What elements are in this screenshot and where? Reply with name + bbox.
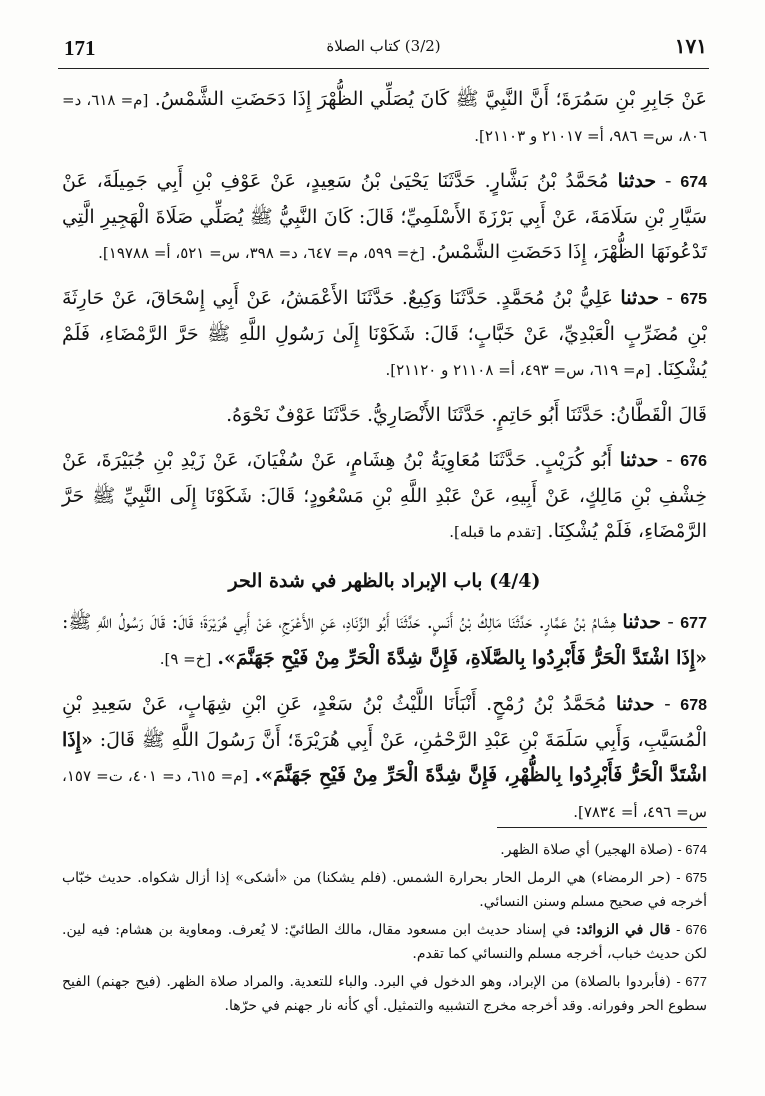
- hadith-676: 676 - حدثنا أَبُو كُرَيْبٍ. حَدَّثَنَا مُعَاوِيَةُ بْنُ هِشَامٍ، عَنْ سُفْيَانَ، عَنْ زَيْدِ بْنِ جُبَيْرَةَ، عَنْ خِشْفِ بْنِ مَالِكٍ، عَنْ أَبِيهِ، عَنْ عَبْدِ اللَّهِ بْنِ مَسْعُودٍ؛ قَالَ: شَكَوْنَا إِلَى النَّبِيِّ ﷺ حَرَّ الرَّمْضَاءِ، فَلَمْ يُشْكِنَا. [تقدم ما قبله].: [62, 449, 707, 542]
- hadith-number: 674: [680, 174, 708, 191]
- footnote-number: 677 -: [676, 974, 707, 989]
- hadith-matn: «إِذَا اشْتَدَّ الْحَرُّ فَأَبْرِدُوا بِالصَّلَاةِ، فَإِنَّ شِدَّةَ الْحَرِّ مِنْ فَيْحِ جَهَنَّمَ».: [217, 647, 707, 669]
- page-number-arabic: ١٧١: [674, 34, 707, 58]
- page-header: [58, 34, 709, 64]
- hadith-673-continuation: [62, 82, 707, 154]
- footnote-number: 675 -: [676, 870, 708, 885]
- qattan-note: [62, 398, 707, 433]
- running-title: (3/2) كتاب الصلاة: [326, 37, 441, 55]
- hadith-keyword: حدثنا: [620, 287, 659, 309]
- footnote-number: 676 -: [676, 922, 708, 937]
- hadith-reference: [م= ٦١٥، د= ٤٠١، ت= ١٥٧، س= ٤٩٦، أ= ٧٨٣٤].: [62, 767, 707, 821]
- hadith-675: 675 - حدثنا عَلِيُّ بْنُ مُحَمَّدٍ. حَدَّثَنَا وَكِيعٌ. حَدَّثَنَا الأَعْمَشُ، عَنْ أَبِي إِسْحَاقَ، عَنْ حَارِثَةَ بْنِ مُضَرِّبٍ الْعَبْدِيِّ، عَنْ خَبَّابٍ؛ قَالَ: شَكَوْنَا إِلَىٰ رَسُولِ اللَّهِ ﷺ حَرَّ الرَّمْضَاءِ، فَلَمْ يُشْكِنَا. [م= ٦١٩، س= ٤٩٣، أ= ٢١١٠٨ و ٢١١٢٠].: [62, 287, 708, 380]
- hadith-reference: [تقدم ما قبله].: [449, 523, 542, 541]
- hadith-keyword: حدثنا: [616, 693, 655, 715]
- page-number-latin: 171: [64, 36, 96, 60]
- hadith-reference: [م= ٦١٩، س= ٤٩٣، أ= ٢١١٠٨ و ٢١١٢٠].: [385, 361, 651, 379]
- hadith-678: 678 - حدثنا مُحَمَّدُ بْنُ رُمْحٍ. أَنْبَأَنَا اللَّيْثُ بْنُ سَعْدٍ، عَنِ ابْنِ شِهَابٍ، عَنْ سَعِيدِ بْنِ الْمُسَيَّبِ، وَأَبِي سَلَمَةَ بْنِ عَبْدِ الرَّحْمَٰنِ، عَنْ أَبِي هُرَيْرَةَ؛ أَنَّ رَسُولَ اللَّهِ ﷺ قَالَ: «إِذَا اشْتَدَّ الْحَرُّ فَأَبْرِدُوا بِالظُّهْرِ، فَإِنَّ شِدَّةَ الْحَرِّ مِنْ فَيْحِ جَهَنَّمَ». [م= ٦١٥، د= ٤٠١، ت= ١٥٧، س= ٤٩٦، أ= ٧٨٣٤].: [62, 693, 707, 821]
- hadith-number: 675: [680, 291, 708, 308]
- hadith-keyword: حدثنا: [617, 170, 657, 192]
- hadith-text: أَبُو كُرَيْبٍ. حَدَّثَنَا مُعَاوِيَةُ بْنُ هِشَامٍ، عَنْ سُفْيَانَ، عَنْ زَيْدِ بْنِ جُبَيْرَةَ، عَنْ خِشْفِ بْنِ مَالِكٍ، عَنْ أَبِيهِ، عَنْ عَبْدِ اللَّهِ بْنِ مَسْعُودٍ؛ قَالَ: شَكَوْنَا إِلَى النَّبِيِّ ﷺ حَرَّ الرَّمْضَاءِ، فَلَمْ يُشْكِنَا.: [62, 449, 707, 542]
- header-rule: [58, 68, 709, 69]
- hadith-text: مُحَمَّدُ بْنُ بَشَّارٍ. حَدَّثَنَا يَحْيَىٰ بْنُ سَعِيدٍ، عَنْ عَوْفِ بْنِ أَبِي جَمِيلَةَ، عَنْ سَيَّارِ بْنِ سَلَامَةَ، عَنْ أَبِي بَرْزَةَ الأَسْلَمِيِّ؛ قَالَ: كَانَ النَّبِيُّ ﷺ يُصَلِّي صَلَاةَ الْهَجِيرِ الَّتِي تَدْعُونَهَا الظُّهْرَ، إِذَا دَحَضَتِ الشَّمْسُ.: [62, 170, 707, 263]
- footnote-number: 674 -: [677, 842, 707, 857]
- footnote-text: (حر الرمضاء) هي الرمل الحار بحرارة الشمس. (فلم يشكنا) من «أشكى» إذا أزال شكواه. حديث خبّاب أخرجه في صحيح مسلم وسنن النسائي.: [62, 870, 707, 910]
- hadith-keyword: حدثنا: [622, 611, 661, 633]
- hadith-text: مُحَمَّدُ بْنُ رُمْحٍ. أَنْبَأَنَا اللَّيْثُ بْنُ سَعْدٍ، عَنِ ابْنِ شِهَابٍ، عَنْ سَعِيدِ بْنِ الْمُسَيَّبِ، وَأَبِي سَلَمَةَ بْنِ عَبْدِ الرَّحْمَٰنِ، عَنْ أَبِي هُرَيْرَةَ؛ أَنَّ رَسُولَ اللَّهِ ﷺ قَالَ:: [62, 693, 707, 751]
- footnote-677: [62, 970, 707, 1018]
- qattan-text: قَالَ الْقَطَّانُ: حَدَّثَنَا أَبُو حَاتِمٍ. حَدَّثَنَا الأَنْصَارِيُّ. حَدَّثَنَا عَوْفٌ نَحْوَهُ.: [226, 404, 707, 426]
- hadith-text: هِشَامُ بْنُ عَمَّارٍ. حَدَّثَنَا مَالِكُ بْنُ أَنَسٍ. حَدَّثَنَا أَبُو الزِّنَادِ، عَنِ الأَعْرَجِ، عَنْ أَبِي هُرَيْرَةَ؛ قَالَ: قَالَ رَسُولُ اللَّهِ ﷺ:: [62, 611, 616, 633]
- footnote-keyword: قال في الزوائد:: [575, 922, 671, 938]
- footnote-text: (فأبردوا بالصلاة) من الإبراد، وهو الدخول في البرد. والباء للتعدية. والمراد صلاة الظهر. (فيح جهنم) الفيح سطوع الحر وفورانه. وقد أخرجه مخرج التشبيه والتمثيل. أي كأنه نار جهنم في حرّها.: [62, 974, 707, 1014]
- hadith-677: 677 - حدثنا هِشَامُ بْنُ عَمَّارٍ. حَدَّثَنَا مَالِكُ بْنُ أَنَسٍ. حَدَّثَنَا أَبُو الزِّنَادِ، عَنِ الأَعْرَجِ، عَنْ أَبِي هُرَيْرَةَ؛ قَالَ: قَالَ رَسُولُ اللَّهِ ﷺ: «إِذَا اشْتَدَّ الْحَرُّ فَأَبْرِدُوا بِالصَّلَاةِ، فَإِنَّ شِدَّةَ الْحَرِّ مِنْ فَيْحِ جَهَنَّمَ». [خ= ٩].: [62, 611, 707, 669]
- hadith-674: 674 - حدثنا مُحَمَّدُ بْنُ بَشَّارٍ. حَدَّثَنَا يَحْيَىٰ بْنُ سَعِيدٍ، عَنْ عَوْفِ بْنِ أَبِي جَمِيلَةَ، عَنْ سَيَّارِ بْنِ سَلَامَةَ، عَنْ أَبِي بَرْزَةَ الأَسْلَمِيِّ؛ قَالَ: كَانَ النَّبِيُّ ﷺ يُصَلِّي صَلَاةَ الْهَجِيرِ الَّتِي تَدْعُونَهَا الظُّهْرَ، إِذَا دَحَضَتِ الشَّمْسُ. [خ= ٥٩٩، م= ٦٤٧، د= ٣٩٨، س= ٥٢١، أ= ١٩٧٨٨].: [62, 170, 708, 263]
- main-text: [62, 82, 707, 840]
- footnotes: [62, 838, 707, 1022]
- hadith-number: 676: [680, 453, 707, 470]
- hadith-matn: «إِذَا اشْتَدَّ الْحَرُّ فَأَبْرِدُوا بِالظُّهْرِ، فَإِنَّ شِدَّةَ الْحَرِّ مِنْ فَيْحِ جَهَنَّمَ».: [62, 729, 707, 786]
- hadith-reference: [م= ٦١٨، د= ٨٠٦، س= ٩٨٦، أ= ٢١٠١٧ و ٢١١٠٣].: [62, 91, 707, 145]
- hadith-reference: [خ= ٥٩٩، م= ٦٤٧، د= ٣٩٨، س= ٥٢١، أ= ١٩٧٨٨].: [98, 244, 425, 262]
- footnote-674: [62, 838, 707, 862]
- hadith-number: 677: [680, 615, 707, 632]
- hadith-number: 678: [680, 697, 707, 714]
- chapter-heading: (4/4) باب الإبراد بالظهر في شدة الحر: [228, 570, 541, 592]
- footnote-675: [62, 866, 707, 914]
- footnote-text: (صلاة الهجير) أي صلاة الظهر.: [500, 842, 673, 858]
- hadith-text: عَنْ جَابِرِ بْنِ سَمُرَةَ؛ أَنَّ النَّبِيَّ ﷺ كَانَ يُصَلِّي الظُّهْرَ إِذَا دَحَضَتِ الشَّمْسُ.: [154, 88, 707, 110]
- hadith-keyword: حدثنا: [619, 449, 659, 471]
- footnote-676: [62, 918, 707, 966]
- hadith-reference: [خ= ٩].: [159, 650, 212, 668]
- footnote-rule: [497, 827, 707, 828]
- hadith-text: عَلِيُّ بْنُ مُحَمَّدٍ. حَدَّثَنَا وَكِيعٌ. حَدَّثَنَا الأَعْمَشُ، عَنْ أَبِي إِسْحَاقَ، عَنْ حَارِثَةَ بْنِ مُضَرِّبٍ الْعَبْدِيِّ، عَنْ خَبَّابٍ؛ قَالَ: شَكَوْنَا إِلَىٰ رَسُولِ اللَّهِ ﷺ حَرَّ الرَّمْضَاءِ، فَلَمْ يُشْكِنَا.: [62, 287, 707, 380]
- footnote-text: في إسناد حديث ابن مسعود مقال، مالك الطائيّ: لا يُعرف. ومعاوية بن هشام: فيه لين. لكن حديث خباب، أخرجه مسلم والنسائي كما تقدم.: [62, 922, 707, 962]
